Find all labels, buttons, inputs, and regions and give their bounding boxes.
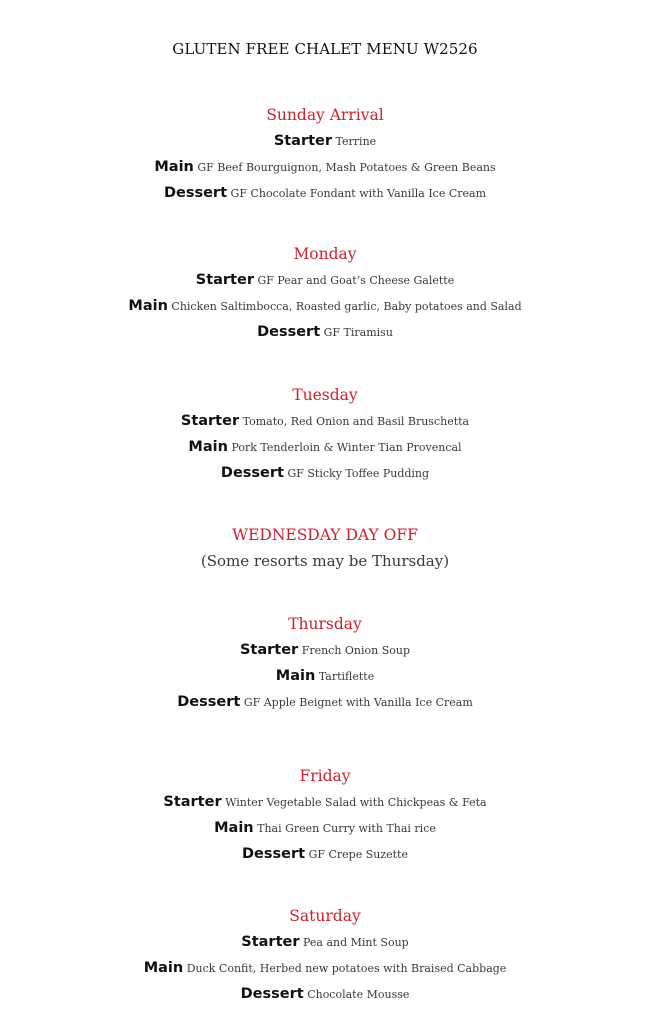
- dish: GF Sticky Toffee Pudding: [287, 467, 430, 480]
- starter-line: [0, 267, 650, 293]
- starter-line: [0, 789, 650, 815]
- dish: Winter Vegetable Salad with Chickpeas & Feta: [225, 796, 487, 809]
- dish: GF Beef Bourguignon, Mash Potatoes & Green Beans: [197, 161, 496, 174]
- main-line: [0, 293, 650, 319]
- course-label: Dessert: [242, 846, 306, 862]
- day-title: Saturday: [289, 907, 361, 925]
- dish: GF Crepe Suzette: [308, 848, 408, 861]
- main-line: [0, 154, 650, 180]
- starter-line: [0, 408, 650, 434]
- dish: Tomato, Red Onion and Basil Bruschetta: [242, 415, 470, 428]
- course-label: Starter: [241, 934, 300, 950]
- course-label: Starter: [163, 794, 222, 810]
- course-label: Main: [188, 439, 228, 455]
- day-saturday: [0, 903, 650, 1007]
- dish: Chicken Saltimbocca, Roasted garlic, Baby potatoes and Salad: [171, 300, 522, 313]
- day-off-title: WEDNESDAY DAY OFF: [232, 526, 418, 544]
- page-title: GLUTEN FREE CHALET MENU W2526: [172, 40, 478, 58]
- dish: Pork Tenderloin & Winter Tian Provencal: [231, 441, 462, 454]
- dish: Pea and Mint Soup: [303, 936, 409, 949]
- starter-line: [0, 128, 650, 154]
- course-label: Dessert: [240, 986, 304, 1002]
- day-title: Monday: [293, 245, 357, 263]
- dessert-line: [0, 180, 650, 206]
- course-label: Starter: [180, 413, 240, 429]
- starter-line: [0, 637, 650, 663]
- dish: Thai Green Curry with Thai rice: [257, 822, 436, 835]
- course-label: Dessert: [177, 694, 241, 710]
- course-label: Starter: [239, 642, 299, 658]
- main-line: [0, 663, 650, 689]
- course-label: Starter: [195, 272, 254, 288]
- course-label: Main: [128, 298, 168, 314]
- day-friday: [0, 763, 650, 867]
- dessert-line: [0, 841, 650, 867]
- dish: Duck Confit, Herbed new potatoes with Braised Cabbage: [186, 962, 507, 975]
- main-line: [0, 955, 650, 981]
- day-title: Friday: [299, 767, 351, 785]
- dish: French Onion Soup: [301, 644, 411, 657]
- course-label: Main: [275, 668, 316, 684]
- day-thursday: [0, 611, 650, 715]
- day-off: [0, 522, 650, 574]
- day-monday: [0, 241, 650, 345]
- course-label: Dessert: [163, 185, 228, 201]
- dessert-line: [0, 319, 650, 345]
- day-tuesday: [0, 382, 650, 486]
- dish: GF Tiramisu: [323, 326, 393, 339]
- dish: GF Apple Beignet with Vanilla Ice Cream: [243, 696, 473, 709]
- day-title: Thursday: [288, 615, 362, 633]
- dessert-line: [0, 981, 650, 1007]
- course-label: Dessert: [220, 465, 284, 481]
- main-line: [0, 434, 650, 460]
- main-line: [0, 815, 650, 841]
- course-label: Dessert: [257, 324, 321, 340]
- starter-line: [0, 929, 650, 955]
- course-label: Starter: [273, 133, 333, 149]
- course-label: Main: [154, 159, 194, 175]
- dish: Tartiflette: [318, 670, 375, 683]
- day-sunday: [0, 102, 650, 206]
- day-title: Tuesday: [292, 386, 358, 404]
- day-title: Sunday Arrival: [266, 106, 384, 124]
- dish: GF Chocolate Fondant with Vanilla Ice Cream: [230, 187, 487, 200]
- dish: Chocolate Mousse: [307, 988, 410, 1001]
- course-label: Main: [214, 820, 254, 836]
- dessert-line: [0, 689, 650, 715]
- day-off-note: (Some resorts may be Thursday): [200, 552, 450, 570]
- dish: Terrine: [335, 135, 377, 148]
- dessert-line: [0, 460, 650, 486]
- course-label: Main: [143, 960, 184, 976]
- dish: GF Pear and Goat’s Cheese Galette: [257, 274, 455, 287]
